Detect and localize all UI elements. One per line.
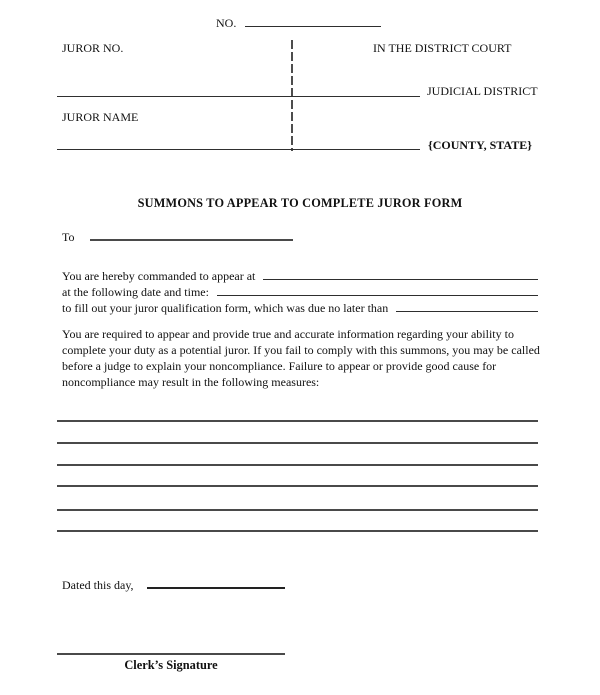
addressee-row bbox=[62, 227, 293, 245]
measures-blank-line[interactable] bbox=[57, 442, 538, 444]
due-date-label: to fill out your juror qualification form, which was due no later than bbox=[62, 301, 389, 315]
juror-number-label: JUROR NO. bbox=[62, 41, 124, 55]
measures-blank-line[interactable] bbox=[57, 420, 538, 422]
addressee-field[interactable] bbox=[90, 227, 293, 241]
case-number-label: NO. bbox=[216, 16, 237, 30]
measures-blank-line[interactable] bbox=[57, 530, 538, 532]
measures-blank-line[interactable] bbox=[57, 485, 538, 487]
due-date-field[interactable] bbox=[396, 298, 538, 312]
date-time-field[interactable] bbox=[217, 282, 538, 296]
form-title: SUMMONS TO APPEAR TO COMPLETE JUROR FORM bbox=[137, 196, 463, 210]
date-time-row bbox=[62, 282, 538, 298]
appear-at-field[interactable] bbox=[263, 266, 538, 280]
juror-name-label: JUROR NAME bbox=[62, 110, 139, 124]
county-state-field[interactable] bbox=[57, 149, 420, 150]
dated-field[interactable] bbox=[147, 575, 285, 589]
date-time-label: at the following date and time: bbox=[62, 285, 209, 299]
clerk-signature-label: Clerk’s Signature bbox=[124, 658, 218, 672]
appear-at-row bbox=[62, 266, 538, 282]
county-state-label: {COUNTY, STATE} bbox=[428, 138, 532, 152]
due-date-row bbox=[62, 298, 538, 314]
notice-paragraph: You are required to appear and provide true and accurate information regarding your ability to complete your duty as a potential juror. If you fail to comply with this summons, you may be called before a judge to explain your noncompliance. Failure to appear or provide good cause for noncompliance may result in the following measures: bbox=[62, 327, 540, 389]
judicial-district-label: JUDICIAL DISTRICT bbox=[427, 84, 538, 98]
appear-at-label: You are hereby commanded to appear at bbox=[62, 269, 256, 283]
command-block bbox=[62, 266, 538, 314]
dated-label: Dated this day, bbox=[62, 578, 134, 592]
measures-blank-line[interactable] bbox=[57, 509, 538, 511]
measures-blank-line[interactable] bbox=[57, 464, 538, 466]
dated-row bbox=[62, 575, 285, 593]
to-label: To bbox=[62, 230, 75, 244]
judicial-district-field[interactable] bbox=[57, 96, 420, 97]
district-court-label: IN THE DISTRICT COURT bbox=[373, 41, 512, 55]
signature-block bbox=[57, 653, 285, 673]
clerk-signature-field[interactable] bbox=[57, 653, 285, 655]
case-number-field[interactable] bbox=[245, 14, 381, 27]
case-number-row bbox=[216, 14, 381, 31]
